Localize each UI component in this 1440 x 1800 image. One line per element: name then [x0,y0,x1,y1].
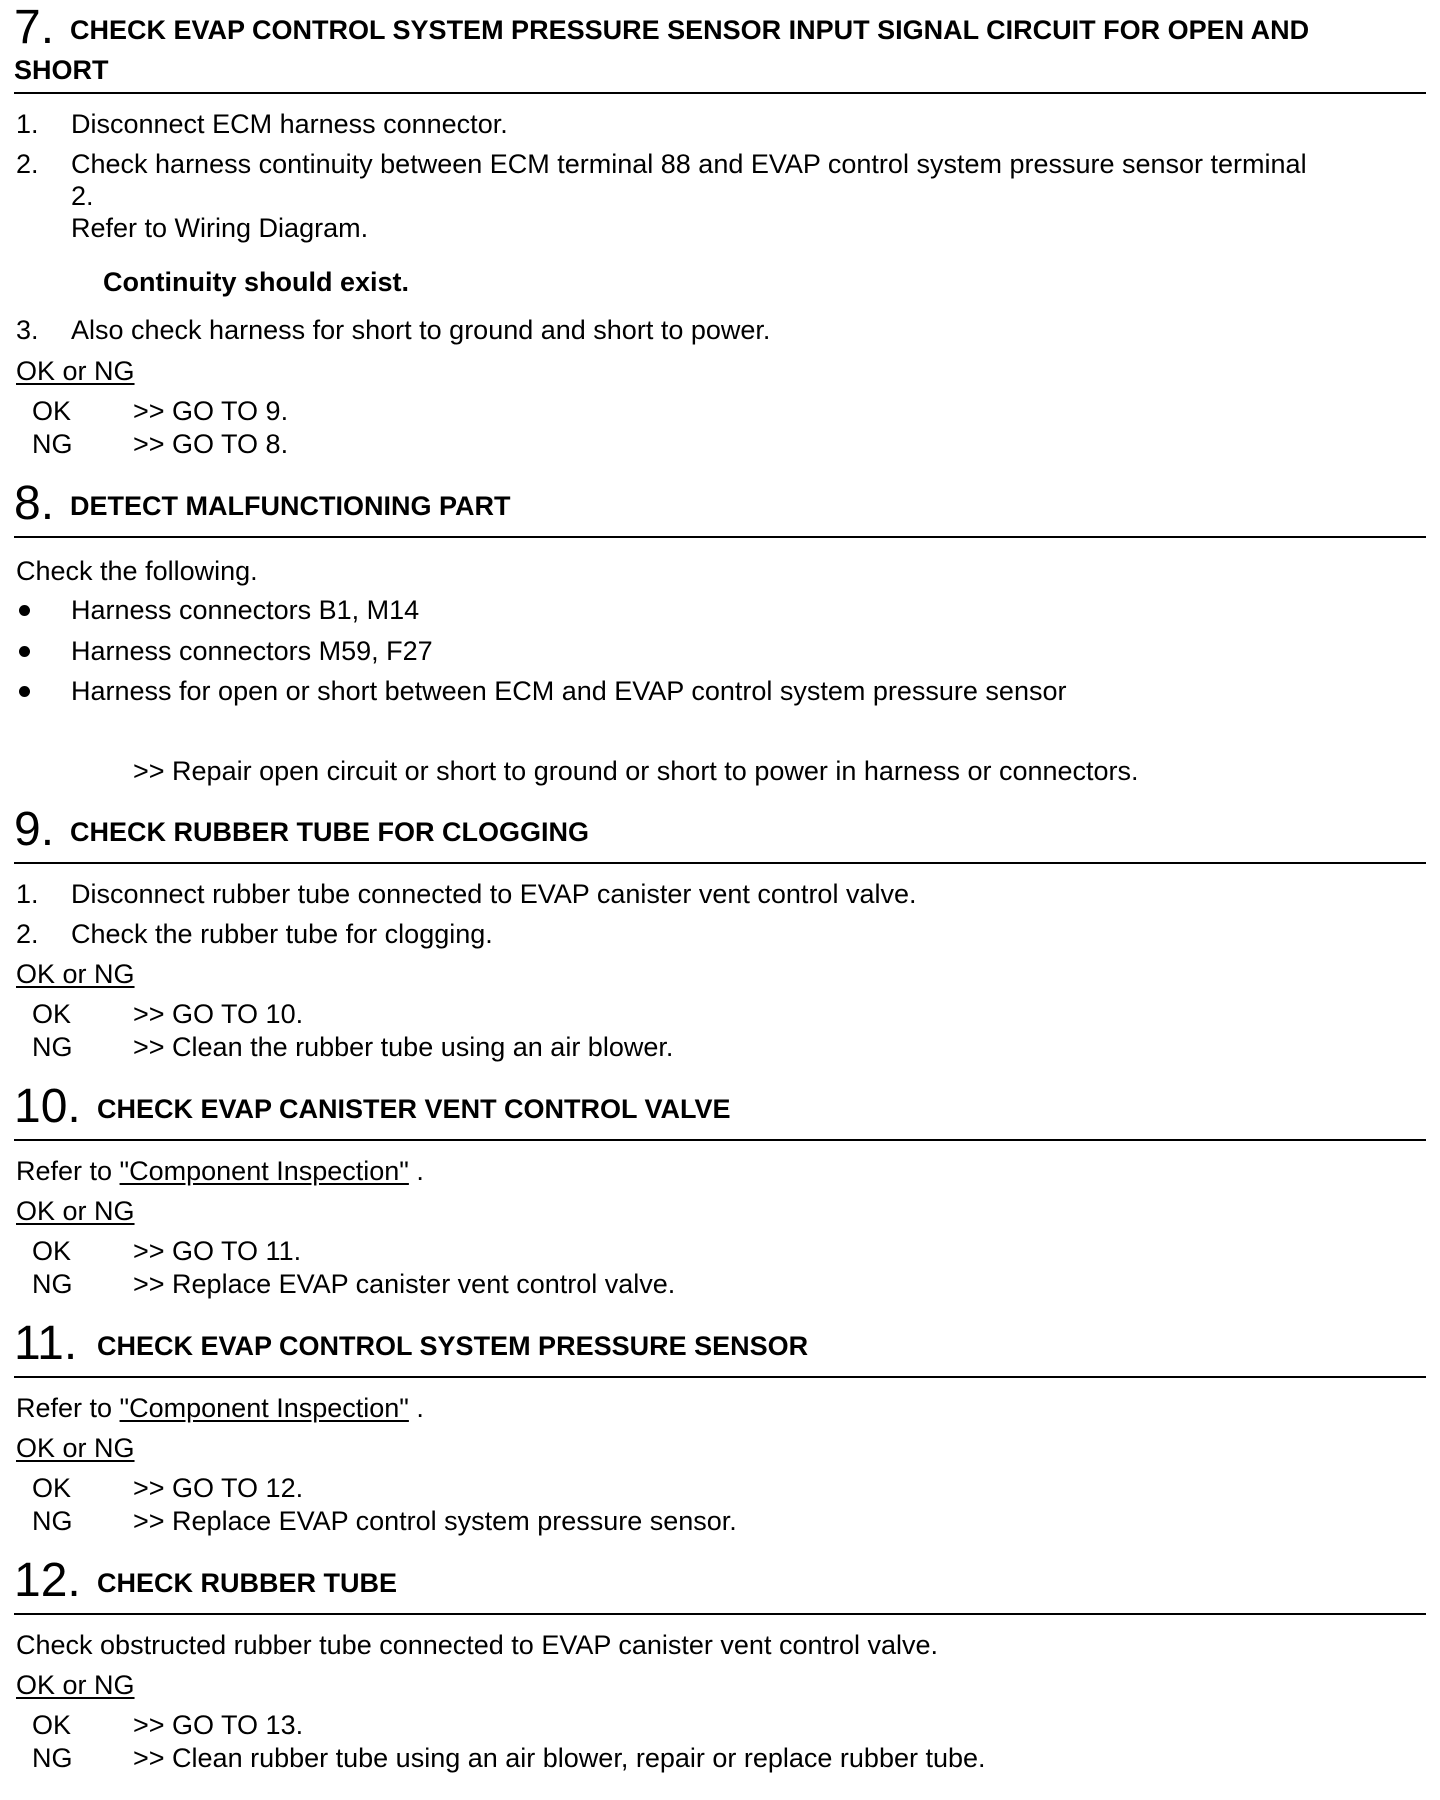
step-7-title-line-1: CHECK EVAP CONTROL SYSTEM PRESSURE SENSOR INPUT SIGNAL CIRCUIT FOR OPEN AND [70,15,1310,45]
step-11-ng-result: >> Replace EVAP control system pressure sensor. [133,1506,737,1536]
step-8-bullet-3: Harness for open or short between ECM and EVAP control system pressure sensor [71,676,1067,706]
step-8-bullet-2: Harness connectors M59, F27 [71,636,433,666]
step-7-number: 7. [14,1,55,54]
step-9-item-2-number: 2. [16,919,39,949]
step-7-item-3-number: 3. [16,315,39,345]
step-12-ng-result: >> Clean rubber tube using an air blower, repair or replace rubber tube. [133,1743,986,1773]
step-9-ok-or-ng-label: OK or NG [16,959,135,989]
step-11-title: CHECK EVAP CONTROL SYSTEM PRESSURE SENSOR [97,1331,809,1361]
step-12-number: 12. [14,1554,81,1607]
step-11-ok-label: OK [32,1473,72,1503]
step-8-bullet-1: Harness connectors B1, M14 [71,595,420,625]
step-9-item-1-number: 1. [16,879,39,909]
step-7-ok-or-ng-label: OK or NG [16,356,135,386]
step-10-refer-prefix: Refer to [16,1156,120,1186]
step-10-ok-label: OK [32,1236,72,1266]
step-12-ok-result: >> GO TO 13. [133,1710,304,1740]
step-7-item-2-number: 2. [16,149,39,179]
step-9-number: 9. [14,803,55,856]
step-7-item-2-text-line-3: Refer to Wiring Diagram. [71,213,369,243]
step-8-number: 8. [14,477,55,530]
step-11-ok-result: >> GO TO 12. [133,1473,304,1503]
step-8-divider [14,536,1426,538]
step-7-ok-result: >> GO TO 9. [133,396,289,426]
step-9-ok-label: OK [32,999,72,1029]
step-7-divider [14,92,1426,94]
step-7-ng-result: >> GO TO 8. [133,429,289,459]
step-7-ng-label: NG [32,429,73,459]
step-7-spec: Continuity should exist. [103,267,410,297]
step-10-title: CHECK EVAP CANISTER VENT CONTROL VALVE [97,1094,731,1124]
step-9-ng-result: >> Clean the rubber tube using an air blower. [133,1032,674,1062]
step-10-refer-suffix: . [408,1156,424,1186]
step-11-divider [14,1376,1426,1378]
step-12-ok-label: OK [32,1710,72,1740]
step-7-item-1-text: Disconnect ECM harness connector. [71,109,508,139]
step-11-refer [16,1392,424,1424]
step-10-divider [14,1139,1426,1141]
step-7-item-2-text-line-1: Check harness continuity between ECM terminal 88 and EVAP control system pressure sensor terminal [71,149,1307,179]
step-7-item-1-number: 1. [16,109,39,139]
step-10-ng-label: NG [32,1269,73,1299]
step-11-ok-or-ng-label: OK or NG [16,1433,135,1463]
step-9-title: CHECK RUBBER TUBE FOR CLOGGING [70,817,589,847]
step-12-ng-label: NG [32,1743,73,1773]
step-9-item-1-text: Disconnect rubber tube connected to EVAP canister vent control valve. [71,879,917,909]
step-7-ok-label: OK [32,396,72,426]
step-9-ng-label: NG [32,1032,73,1062]
component-inspection-link[interactable]: "Component Inspection" [119,1156,409,1186]
step-9-divider [14,862,1426,864]
step-11-refer-suffix: . [408,1393,424,1423]
step-11-refer-prefix: Refer to [16,1393,120,1423]
step-10-ng-result: >> Replace EVAP canister vent control valve. [133,1269,676,1299]
step-8-intro: Check the following. [16,556,258,586]
step-12-title: CHECK RUBBER TUBE [97,1568,398,1598]
bullet-icon [19,646,30,657]
step-10-number: 10. [14,1080,81,1133]
step-8-title: DETECT MALFUNCTIONING PART [70,491,511,521]
step-10-ok-or-ng-label: OK or NG [16,1196,135,1226]
step-12-ok-or-ng-label: OK or NG [16,1670,135,1700]
bullet-icon [19,605,30,616]
step-10-ok-result: >> GO TO 11. [133,1236,302,1266]
bullet-icon [19,686,30,697]
step-7-item-3-text: Also check harness for short to ground and short to power. [71,315,771,345]
step-11-ng-label: NG [32,1506,73,1536]
step-7-item-2-text-line-2: 2. [71,181,94,211]
component-inspection-link[interactable]: "Component Inspection" [119,1393,409,1423]
step-8-action: >> Repair open circuit or short to ground or short to power in harness or connectors. [133,756,1139,786]
step-12-intro: Check obstructed rubber tube connected to EVAP canister vent control valve. [16,1630,939,1660]
step-10-refer [16,1155,424,1187]
step-11-number: 11. [14,1317,78,1370]
step-9-ok-result: >> GO TO 10. [133,999,304,1029]
step-7-title-line-2: SHORT [14,55,109,85]
step-9-item-2-text: Check the rubber tube for clogging. [71,919,493,949]
step-12-divider [14,1613,1426,1615]
